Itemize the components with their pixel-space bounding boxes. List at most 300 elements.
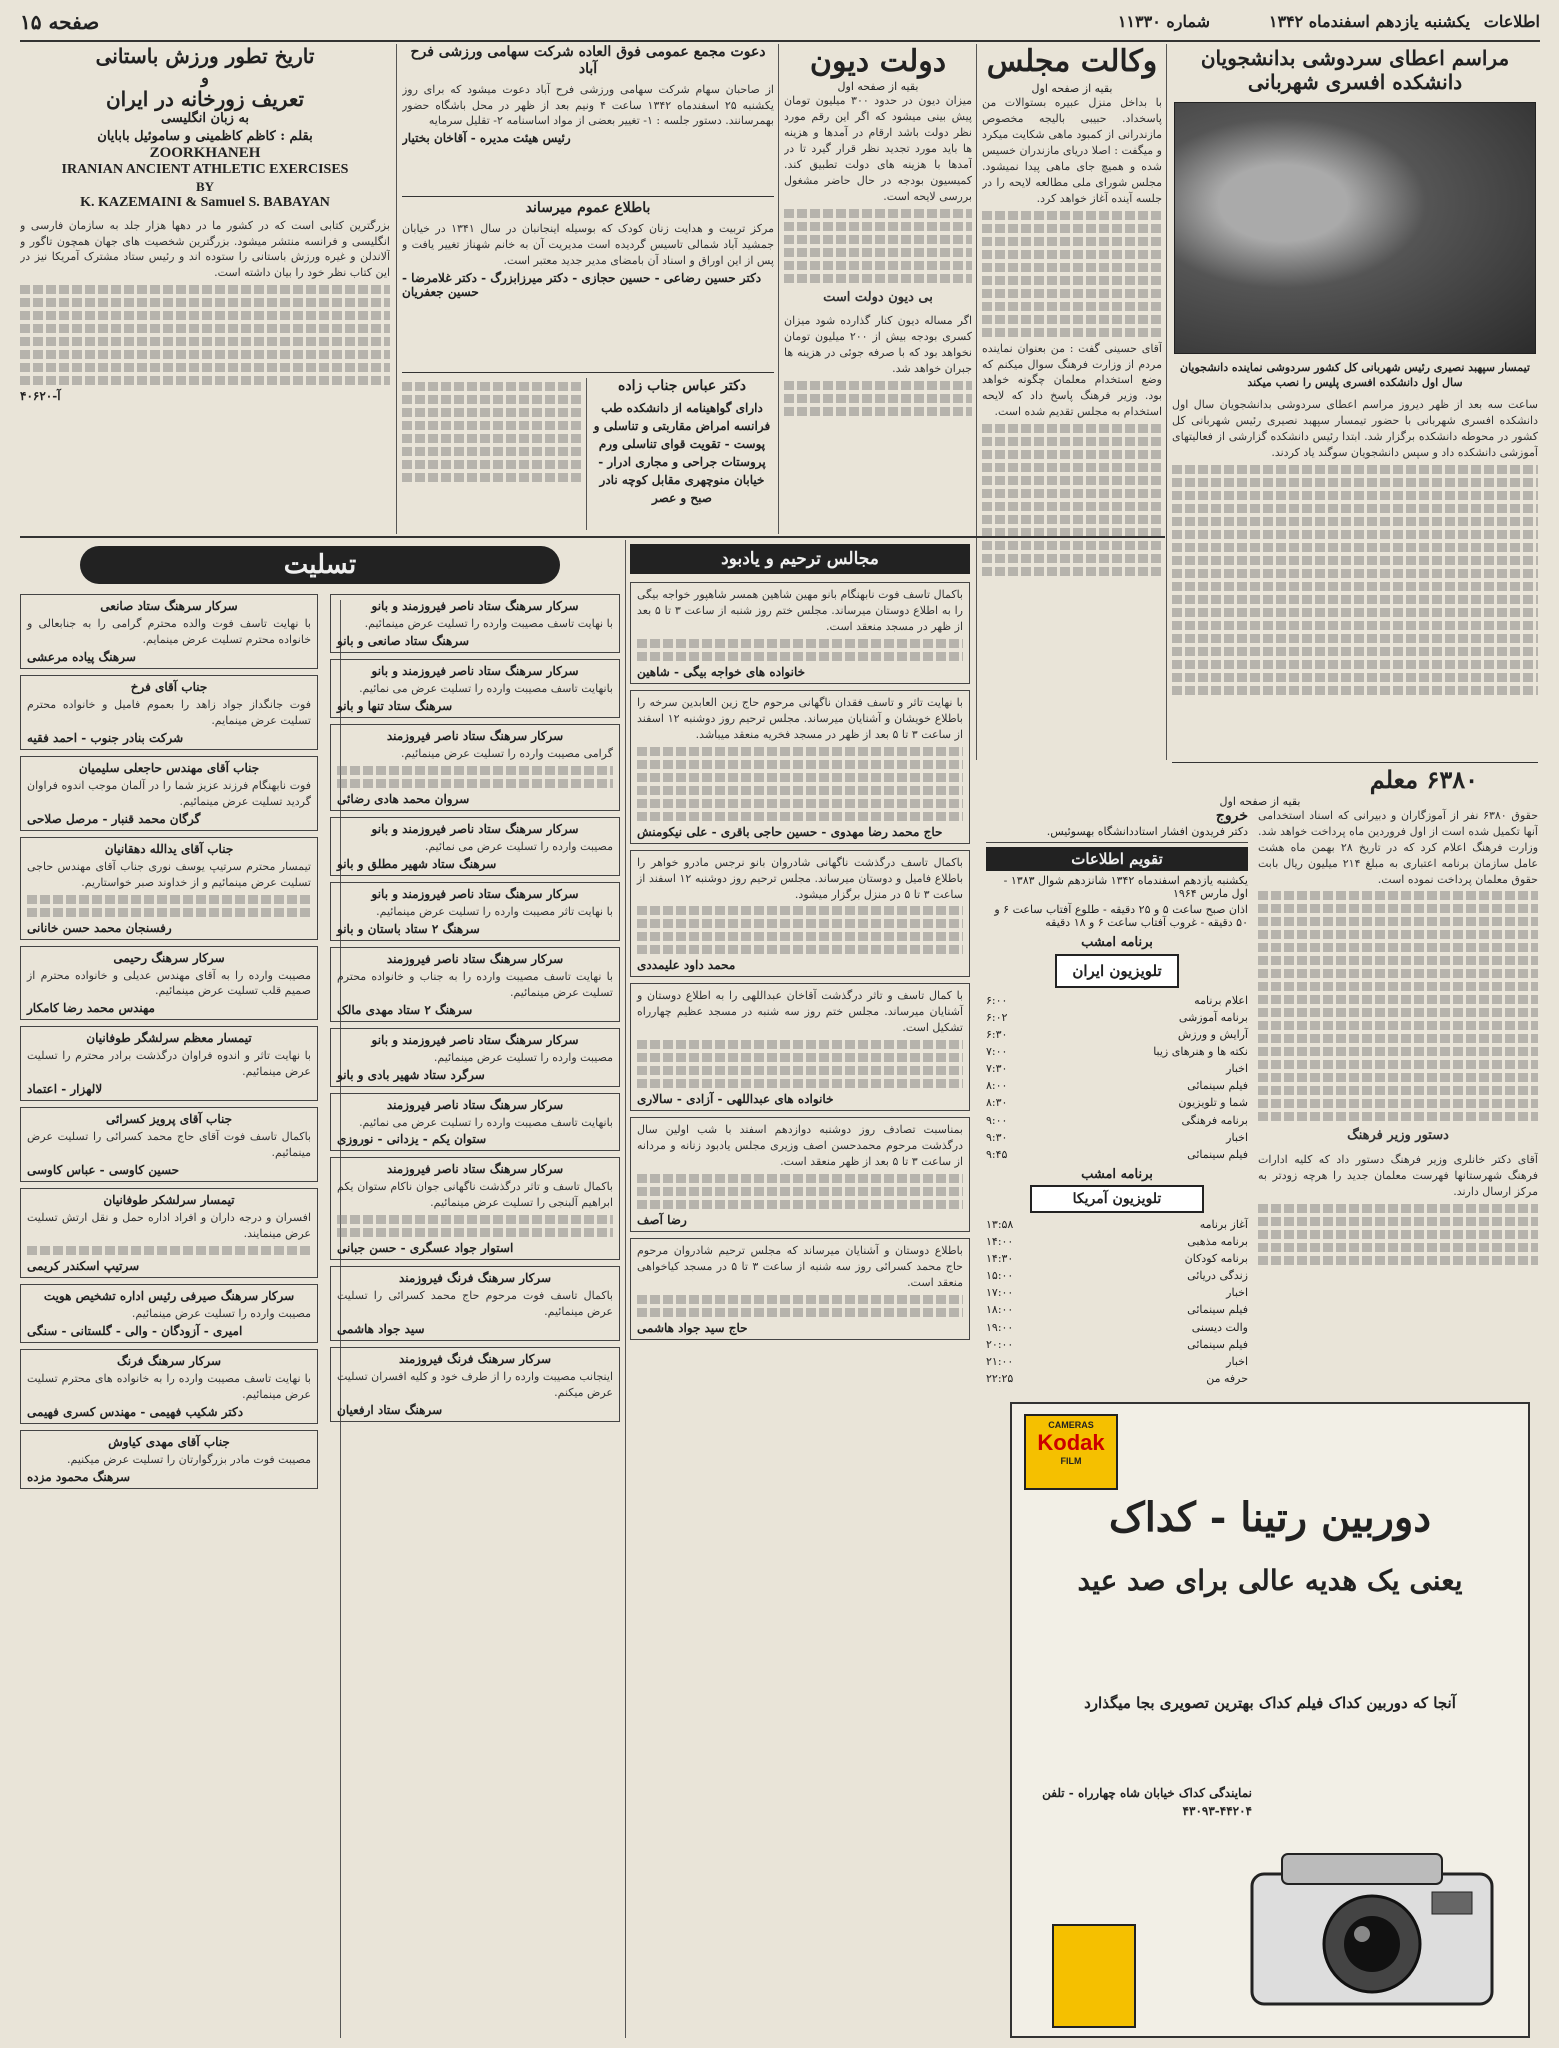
show-name: آرایش و ورزش: [1177, 1028, 1248, 1042]
condolence-notice-sign: سید جواد هاشمی: [337, 1322, 425, 1337]
text-line: [27, 895, 311, 904]
condolence-notice-title: سرکار سرهنگ ستاد صانعی: [100, 599, 238, 613]
kodak-film-label: FILM: [1060, 1456, 1082, 1466]
teacher-body-text: حقوق ۶۳۸۰ نفر از آموزگاران و دبیرانی که اسناد استخدامی آنها تکمیل شده است از اول فروردین ماه پرداخت خواهد شد. وزارت فرهنگ اعلام کرد که در تاریخ ۲۸ بهمن ماه هشت عامل سازمان برنامه اعتباری به مبلغ ۲۱۴ میلیون ریال بابت حقوق معلمان پرداخت نموده است.: [1258, 808, 1538, 886]
condolence-column-right: [330, 594, 620, 1495]
zoorkhaneh-authors-en: K. KAZEMAINI & Samuel S. BABAYAN: [80, 194, 330, 210]
schedule-row: [986, 1077, 1248, 1094]
text-line: [982, 302, 1162, 311]
text-line: [1258, 1112, 1538, 1121]
graduation-title: مراسم اعطای سردوشی بدانشجویان دانشکده افسری شهربانی: [1200, 46, 1510, 94]
show-time: ۹:۳۰: [986, 1130, 1008, 1144]
memorial-notice-sign: حاج محمد رضا مهدوی - حسین حاجی باقری - علی نیکومنش: [637, 824, 943, 839]
sidebar-column: [986, 808, 1248, 1387]
col-rule: [586, 378, 587, 530]
text-line: [1258, 904, 1538, 913]
section-rule: [20, 536, 1165, 538]
schedule-row: [986, 1026, 1248, 1043]
condolence-notice: [330, 659, 620, 718]
condolence-notice-body: باکمال تاسف فوت آقای حاج محمد کسرائی را تسلیت عرض مینمائیم.: [27, 1130, 311, 1160]
text-line: [637, 652, 963, 661]
schedule-row: [986, 1233, 1248, 1250]
memorial-notice: [630, 1238, 970, 1340]
show-name: اخبار: [1226, 1286, 1248, 1300]
text-line: [637, 1295, 963, 1304]
doctor-ad: [590, 378, 774, 530]
doctor-ad-title: دکتر عباس جناب زاده: [618, 378, 746, 394]
teacher-subhead: دستور وزیر فرهنگ: [1347, 1128, 1449, 1144]
text-line: [337, 1228, 613, 1237]
kodak-dealer: نمایندگی کداک خیابان شاه چهارراه - تلفن ۴۴۲۰۴-۴۳۰۹۳: [1042, 1786, 1252, 1818]
text-line: [637, 945, 963, 954]
text-line: [982, 276, 1162, 285]
text-line: [1172, 569, 1538, 578]
tv-america-schedule: [986, 1216, 1248, 1386]
meeting-notice: [402, 44, 774, 194]
text-line: [20, 311, 390, 320]
memorial-notice-sign: خانواده های عبداللهی - آزادی - سالاری: [637, 1092, 834, 1107]
condolence-notice-title: جناب آقای فرخ: [130, 679, 208, 694]
text-line: [1172, 504, 1538, 513]
text-line: [1258, 969, 1538, 978]
text-line: [982, 502, 1162, 511]
condolence-notice-title: سرکار سرهنگ ستاد ناصر فیروزمند: [386, 1162, 564, 1177]
text-line: [1258, 995, 1538, 1004]
text-line: [637, 747, 963, 756]
departure-box: [986, 808, 1248, 843]
text-line: [337, 766, 613, 775]
graduation-body-text: ساعت سه بعد از ظهر دیروز مراسم اعطای سردوشی بدانشجویان سال اول دانشکده افسری شهربانی با حضور تیمسار سپهبد نصیری رئیس شهربانی کل کشور در محوطه دانشکده برگزار شد. ابتدا رئیس دانشکده گزارشی از فعالیتهای آموزشی دانشکده داد و سپس دانشجویان سوگند یاد کردند.: [1172, 397, 1538, 459]
condolence-notice-body: با نهایت تاثر مصیبت وارده را تسلیت عرض مینمائیم.: [376, 904, 613, 918]
text-line: [637, 760, 963, 769]
condolence-notice-body: بانهایت تاسف مصیبت وارده را تسلیت عرض می نمائیم.: [359, 1115, 613, 1129]
masthead-rule: [20, 40, 1540, 42]
text-line: [637, 812, 963, 821]
parliament-body-text-2: آقای حسینی گفت : من بعنوان نماینده مردم از وزارت فرهنگ سوال میکنم که وضع استخدام معلمان چگونه خواهد بود. وزیر فرهنگ پاسخ داد که لایحه استخدام به مجلس تقدیم شده است.: [982, 341, 1162, 419]
tv-program-title: برنامه امشب: [1081, 934, 1153, 950]
show-name: حرفه من: [1206, 1371, 1248, 1385]
text-line: [982, 315, 1162, 324]
condolence-notice-title: سرکار سرهنگ فرنگ: [117, 1353, 221, 1368]
schedule-row: [986, 1267, 1248, 1284]
condolence-notice-body: فوت جانگداز جواد زاهد را بعموم فامیل و خانواده محترم تسلیت عرض مینمایم.: [27, 697, 311, 727]
text-line: [402, 408, 582, 417]
text-line: [1172, 556, 1538, 565]
condolence-notice-sign: شرکت بنادر جنوب - احمد فقیه: [27, 730, 184, 745]
condolence-notice-sign: رفسنجان محمد حسن خانانی: [27, 920, 172, 935]
text-line: [1172, 621, 1538, 630]
kodak-headline: دوربین رتینا - کداک: [1108, 1494, 1432, 1541]
show-time: ۲۰:۰۰: [986, 1337, 1014, 1351]
schedule-row: [986, 992, 1248, 1009]
text-line: [402, 382, 582, 391]
schedule-row: [986, 1060, 1248, 1077]
show-time: ۶:۳۰: [986, 1028, 1008, 1042]
text-line: [637, 1308, 963, 1317]
text-line: [637, 1079, 963, 1088]
text-line: [784, 248, 972, 257]
condolence-notice-title: سرکار سرهنگ ستاد ناصر فیروزمند و بانو: [371, 1032, 579, 1047]
text-line: [1172, 595, 1538, 604]
memorial-notice-sign: رضا آصف: [637, 1213, 687, 1228]
show-name: برنامه فرهنگی: [1181, 1113, 1248, 1127]
show-name: زندگی دریائی: [1187, 1269, 1248, 1283]
masthead-date: یکشنبه یازدهم اسفندماه ۱۳۴۲: [1268, 12, 1470, 31]
debt-continuation-text: [402, 382, 582, 482]
text-line: [982, 450, 1162, 459]
condolence-notice-body: مصیبت وارده را تسلیت عرض می نمائیم.: [424, 839, 613, 853]
memorial-notice: [630, 983, 970, 1111]
text-line: [1172, 660, 1538, 669]
text-line: [20, 376, 390, 385]
condolence-notice-title: سرکار سرهنگ فرنگ فیروزمند: [398, 1352, 552, 1367]
memorial-notice: [630, 690, 970, 844]
show-name: فیلم سینمائی: [1187, 1337, 1248, 1351]
show-name: اخبار: [1226, 1062, 1248, 1076]
text-line: [1258, 1008, 1538, 1017]
condolence-notice: [20, 1430, 318, 1489]
condolence-notice: [330, 882, 620, 941]
text-line: [784, 381, 972, 390]
text-line: [1258, 1073, 1538, 1082]
show-name: برنامه مذهبی: [1187, 1235, 1248, 1249]
show-name: اخبار: [1226, 1130, 1248, 1144]
text-line: [982, 289, 1162, 298]
condolence-notice-title: سرکار سرهنگ ستاد ناصر فیروزمند: [386, 1097, 564, 1112]
text-line: [1258, 943, 1538, 952]
condolence-title: تسلیت: [80, 546, 560, 584]
condolence-notice: [20, 1026, 318, 1101]
text-line: [982, 476, 1162, 485]
zoorkhaneh-subtitle: به زبان انگلیسی: [160, 111, 250, 127]
zoorkhaneh-title-en: ZOORKHANEH: [149, 145, 261, 162]
condolence-notice-sign: سرگرد ستاد شهیر بادی و بانو: [337, 1067, 485, 1082]
calendar-times: اذان صبح ساعت ۵ و ۲۵ دقیقه - طلوع آفتاب ساعت ۶ و ۵۰ دقیقه - غروب آفتاب ساعت ۶ و ۱۸ دقیقه: [994, 902, 1248, 929]
memorial-notice-body: با نهایت تاثر و تاسف فقدان ناگهانی مرحوم حاج زین العابدین سرخه را باطلاع خویشان و آشنایان میرساند. مجلس ترحیم روز دوشنبه ۱۲ اسفند از ساعت ۳ تا ۵ بعد از ظهر در مسجد فخریه منعقد میباشد.: [637, 695, 963, 741]
show-time: ۸:۳۰: [986, 1096, 1008, 1110]
schedule-row: [986, 1216, 1248, 1233]
zoorkhaneh-title: تاریخ تطور ورزش باستانی: [95, 44, 315, 68]
condolence-notice-body: افسران و درجه داران و افراد اداره حمل و نقل ارتش تسلیت عرض مینمایند.: [27, 1211, 311, 1241]
text-line: [402, 473, 582, 482]
zoorkhaneh-title-2: تعریف زورخانه در ایران: [105, 87, 305, 112]
condolence-notice: [20, 756, 318, 831]
text-line: [637, 1053, 963, 1062]
condolence-notice-title: سرکار سرهنگ ستاد ناصر فیروزمند: [386, 728, 564, 743]
show-time: ۶:۰۰: [986, 994, 1008, 1008]
text-line: [20, 285, 390, 294]
schedule-row: [986, 1301, 1248, 1318]
parliament-body-text: با بداخل منزل عبیره بستوالات من پاسخداد. حبیبی بالیجه مخصوص مازندرانی از کمبود ماهی شکایت میکرد و میگفت : اصلا دریای مازندران خسیس شده و همیچ جای ماهی پیدا نمیشود. مجلس شورای ملی مطالعه لایحه را در جلسه آینده آغاز خواهد کرد.: [982, 96, 1162, 205]
condolence-notice-sign: سرهنگ ستاد صانعی و بانو: [337, 633, 470, 648]
condolence-notice: [20, 837, 318, 940]
text-line: [1258, 1086, 1538, 1095]
condolence-notice-sign: سرهنگ ستاد تنها و بانو: [337, 698, 453, 713]
condolence-notice-title: تیمسار معظم سرلشگر طوفانیان: [86, 1031, 252, 1046]
memorial-notice-body: بمناسبت تصادف روز دوشنبه دوازدهم اسفند با شب اولین سال درگذشت مرحوم محمدحسن اصف وزیری مجلس یادبود زنانه و مردانه از ساعت ۳ تا ۵ بعد از ظهر منعقد است.: [637, 1123, 963, 1169]
meeting-title: دعوت مجمع عمومی فوق العاده شرکت سهامی ورزشی فرح آباد: [410, 44, 766, 77]
show-name: فیلم سینمائی: [1187, 1303, 1248, 1317]
condolence-notice-title: تیمسار سرلشکر طوفانیان: [103, 1193, 235, 1208]
condolence-notice-body: با نهایت تاسف مصیبت وارده را به خانواده های محترم تسلیت عرض مینمائیم.: [27, 1371, 311, 1401]
departure-title: خروج: [1215, 807, 1248, 824]
schedule-row: [986, 1094, 1248, 1111]
tv-america-box: [986, 1167, 1248, 1387]
col-rule: [1166, 44, 1167, 760]
text-line: [637, 1200, 963, 1209]
text-line: [637, 1174, 963, 1183]
graduation-caption: تیمسار سپهبد نصیری رئیس شهربانی کل کشور سردوشی نماینده دانشجویان سال اول دانشکده افسری پلیس را نصب میکند: [1180, 361, 1530, 390]
condolence-notice: [330, 1157, 620, 1260]
condolence-notice-body: باکمال تاسف فوت مرحوم حاج محمد کسرائی را تسلیت عرض مینمائیم.: [337, 1289, 613, 1319]
camera-lens-inner: [1344, 1916, 1400, 1972]
condolence-section: [20, 540, 620, 2040]
schedule-row: [986, 1009, 1248, 1026]
text-line: [1172, 673, 1538, 682]
teacher-body-text-2: آقای دکتر خانلری وزیر فرهنگ دستور داد که کلیه ادارات فرهنگ شهرستانها فهرست معلمان جدید را هرچه زودتر به مرکز ارسال دارند.: [1258, 1153, 1538, 1199]
condolence-notice-body: اینجانب مصیبت وارده را از طرف خود و کلیه افسران تسلیت عرض میکنم.: [337, 1370, 613, 1400]
kodak-advertisement: [1010, 1402, 1530, 2038]
text-line: [1172, 530, 1538, 539]
show-time: ۷:۰۰: [986, 1045, 1008, 1059]
parliament-body: [982, 95, 1162, 576]
condolence-notice: [330, 1093, 620, 1152]
text-line: [637, 1066, 963, 1075]
condolence-notice: [330, 1266, 620, 1341]
memorial-section: [630, 540, 970, 2040]
memorial-notice: [630, 1117, 970, 1232]
divider: [1172, 762, 1538, 763]
text-line: [1258, 1034, 1538, 1043]
memorial-notice: [630, 582, 970, 684]
col-rule: [976, 44, 977, 760]
text-line: [1258, 956, 1538, 965]
text-line: [637, 906, 963, 915]
memorial-notice-body: باکمال تاسف فوت نابهنگام بانو مهین شاهین همسر شاهپور خواجه بیگی را به اطلاع دوستان میرساند. مجلس ختم روز شنبه از ساعت ۳ تا ۵ بعد از ظهر در مسجد منعقد است.: [637, 588, 963, 633]
show-name: فیلم سینمائی: [1187, 1147, 1248, 1161]
show-name: آغاز برنامه: [1199, 1218, 1248, 1232]
condolence-notice: [330, 1347, 620, 1422]
condolence-notice: [330, 817, 620, 876]
condolence-notice-title: سرکار سرهنگ صیرفی رئیس اداره تشخیص هویت: [43, 1289, 295, 1303]
text-line: [982, 424, 1162, 433]
condolence-notice-body: مصیبت وارده را تسلیت عرض مینمائیم.: [131, 1307, 311, 1320]
text-line: [1258, 1204, 1538, 1213]
masthead: [20, 10, 1540, 36]
text-line: [1258, 1021, 1538, 1030]
text-line: [1172, 647, 1538, 656]
parliament-article: [982, 44, 1162, 760]
text-line: [1172, 608, 1538, 617]
memorial-notice-sign: محمد داود علیمددی: [637, 958, 736, 973]
condolence-notice-sign: سرتیپ اسکندر کریمی: [27, 1259, 140, 1273]
text-line: [20, 324, 390, 333]
meeting-sign: رئیس هیئت مدیره - آقاخان بختیار: [402, 131, 571, 146]
condolence-notice-title: جناب آقای مهدی کیاوش: [108, 1434, 230, 1449]
condolence-notice-title: سرکار سرهنگ ستاد ناصر فیروزمند و بانو: [371, 599, 579, 613]
show-time: ۱۷:۰۰: [986, 1286, 1014, 1300]
schedule-row: [986, 1284, 1248, 1301]
divider: [402, 196, 774, 197]
text-line: [1258, 1099, 1538, 1108]
text-line: [1258, 1047, 1538, 1056]
schedule-row: [986, 1129, 1248, 1146]
graduation-photo: [1174, 102, 1536, 354]
condolence-notice-body: بانهایت تاسف مصیبت وارده را تسلیت عرض می نمائیم.: [359, 681, 613, 695]
teacher-lead: بقیه از صفحه اول: [1219, 794, 1301, 808]
divider: [402, 372, 774, 373]
text-line: [27, 1246, 311, 1255]
kodak-camera-label: CAMERAS: [1048, 1420, 1094, 1430]
kodak-body: آنجا که دوربین کداک فیلم کداک بهترین تصویری بجا میگذارد: [1084, 1694, 1456, 1712]
condolence-notice-title: سرکار سرهنگ ستاد ناصر فیروزمند و بانو: [371, 886, 579, 901]
text-line: [1172, 686, 1538, 695]
show-time: ۷:۳۰: [986, 1062, 1008, 1076]
text-line: [27, 908, 311, 917]
zoorkhaneh-body: [20, 218, 390, 386]
condolence-notice: [20, 675, 318, 750]
show-name: نکته ها و هنرهای زیبا: [1153, 1045, 1248, 1059]
schedule-row: [986, 1319, 1248, 1336]
schedule-row: [986, 1353, 1248, 1370]
show-name: برنامه آموزشی: [1178, 1011, 1248, 1025]
zoorkhaneh-title-and: و: [201, 68, 209, 87]
show-name: والت دیسنی: [1191, 1320, 1248, 1334]
school-notice-sign: دکتر حسین رضاعی - حسین حجازی - دکتر میرزابزرگ - دکتر غلامرضا - حسین جعفریان: [402, 270, 762, 299]
tv-iran-schedule: [986, 992, 1248, 1162]
show-time: ۱۵:۰۰: [986, 1269, 1014, 1283]
condolence-notice-sign: سرهنگ پیاده مرعشی: [27, 649, 136, 664]
text-line: [637, 1187, 963, 1196]
condolence-notice-body: باکمال تاسف و تاثر درگذشت ناگهانی جوان ناکام ستوان یکم ابراهیم آلبنجی را تسلیت عرض مینمائیم.: [337, 1180, 613, 1210]
text-line: [982, 554, 1162, 563]
condolence-columns: [20, 594, 620, 1495]
condolence-notice-sign: لالهزار - اعتماد: [27, 1082, 103, 1097]
text-line: [1258, 1256, 1538, 1265]
condolence-notice-sign: سرهنگ ستاد ارفعیان: [337, 1403, 443, 1418]
text-line: [982, 489, 1162, 498]
camera-viewfinder: [1432, 1892, 1472, 1914]
text-line: [1172, 491, 1538, 500]
memorial-notice-body: باکمال تاسف درگذشت ناگهانی شادروان بانو نرجس مادرو خواهر را باطلاع فامیل و دوستان میرساند. مجلس ترحیم روز دوشنبه ۱۲ اسفند از ساعت ۳ تا ۵ در منزل برگزار میشود.: [637, 855, 964, 901]
text-line: [1258, 1230, 1538, 1239]
debt-body-text-2: اگر مساله دیون کنار گذارده شود میزان کسری بودجه بیش از ۲۰۰ میلیون تومان نخواهد بود که با صرفه جوئی در هزینه ها جبران خواهد شد.: [784, 314, 972, 376]
text-line: [402, 421, 582, 430]
memorial-notice-sign: خانواده های خواجه بیگی - شاهین: [637, 664, 806, 679]
text-line: [637, 1040, 963, 1049]
text-line: [982, 541, 1162, 550]
debt-article: [784, 44, 972, 532]
zoorkhaneh-article: [20, 44, 390, 534]
masthead-paper: اطلاعات: [1483, 12, 1540, 31]
text-line: [402, 395, 582, 404]
tv-iran-box: [986, 935, 1248, 1163]
meeting-body: از صاحبان سهام شرکت سهامی ورزشی فرح آباد دعوت میشود که برای روز یکشنبه ۲۵ اسفندماه ۱۳۴۲ ساعت ۴ ونیم بعد از ظهر در محل باشگاه حضور بهمرسانند. دستور جلسه : ۱- تغییر بعضی از مواد اساسنامه ۲- تقلیل سرمایه: [402, 82, 774, 128]
show-time: ۱۹:۰۰: [986, 1320, 1014, 1334]
calendar-box: [986, 847, 1248, 929]
condolence-notice-sign: دکتر شکیب فهیمی - مهندس کسری فهیمی: [27, 1404, 244, 1419]
calendar-body: یکشنبه یازدهم اسفندماه ۱۳۴۲ شانزدهم شوال ۱۳۸۳ - اول مارس ۱۹۶۴: [1003, 873, 1248, 900]
show-name: اعلام برنامه: [1194, 994, 1248, 1008]
condolence-notice-body: با نهایت تاثر و اندوه فراوان درگذشت برادر محترم را تسلیت عرض مینمائیم.: [27, 1049, 311, 1079]
show-time: ۱۸:۰۰: [986, 1303, 1014, 1317]
text-line: [982, 250, 1162, 259]
show-time: ۲۱:۰۰: [986, 1354, 1014, 1368]
masthead-page: صفحه ۱۵: [20, 10, 100, 34]
condolence-notice-body: با نهایت تاسف مصیبت وارده را تسلیت عرض مینمائیم.: [364, 617, 613, 630]
masthead-issue: شماره ۱۱۳۳۰: [1117, 12, 1210, 31]
condolence-notice-title: جناب آقای یدالله دهقانیان: [104, 841, 234, 856]
condolence-notice-title: سرکار سرهنگ رحیمی: [113, 950, 225, 965]
text-line: [1172, 582, 1538, 591]
text-line: [784, 274, 972, 283]
camera-lens-glint: [1354, 1926, 1370, 1942]
show-time: ۹:۴۵: [986, 1147, 1008, 1161]
parliament-title: وکالت مجلس: [986, 44, 1158, 79]
debt-body: [784, 93, 972, 416]
show-time: ۸:۰۰: [986, 1079, 1008, 1093]
calendar-title: تقویم اطلاعات: [986, 847, 1248, 871]
text-line: [784, 261, 972, 270]
debt-body-text: میزان دیون در حدود ۳۰۰ میلیون تومان پیش بینی میشود که اگر این رقم مورد نظر دولت باشد ارقام در آمدها و هزینه ها باید مورد تجدید نظر قرار گیرد تا در آمدها با هزینه های دولت تطبیق کند. کمیسیون بودجه در حال حاضر مشغول بررسی لایحه است.: [784, 94, 972, 203]
condolence-notice-sign: امیری - آزودگان - والی - گلستانی - سنگی: [27, 1323, 243, 1338]
text-line: [982, 515, 1162, 524]
condolence-notice-body: فوت نابهنگام فرزند عزیز شما را در آلمان موجب اندوه فراوان گردید تسلیت عرض مینمائیم.: [27, 778, 311, 808]
graduation-body: [1172, 397, 1538, 695]
condolence-notice-body: تیمسار محترم سرتیپ یوسف نوری جناب آقای مهندس حاجی تسلیت عرض مینمائیم و از خداوند صبر خواستاریم.: [27, 859, 311, 889]
kodak-logo: Kodak: [1037, 1430, 1105, 1455]
condolence-notice-sign: سرهنگ ۲ ستاد مهدی مالک: [337, 1002, 473, 1017]
school-notice-title: باطلاع عموم میرساند: [525, 200, 651, 216]
text-line: [1258, 917, 1538, 926]
condolence-notice: [20, 1188, 318, 1278]
zoorkhaneh-title-en-3: BY: [195, 179, 215, 195]
text-line: [637, 773, 963, 782]
condolence-notice: [330, 594, 620, 653]
condolence-notice-title: سرکار سرهنگ ستاد ناصر فیروزمند و بانو: [371, 663, 579, 678]
condolence-notice: [20, 1284, 318, 1343]
debt-lead: بقیه از صفحه اول: [837, 80, 919, 93]
teacher-article: [982, 766, 1538, 1396]
condolence-notice: [20, 946, 318, 1021]
text-line: [784, 235, 972, 244]
debt-title: دولت دیون: [809, 44, 947, 79]
text-line: [982, 567, 1162, 576]
text-line: [784, 222, 972, 231]
schedule-row: [986, 1112, 1248, 1129]
text-line: [1258, 1060, 1538, 1069]
teacher-columns: [982, 808, 1538, 1387]
condolence-notice: [330, 947, 620, 1022]
memorial-notice-sign: حاج سید جواد هاشمی: [637, 1320, 748, 1335]
condolence-notice-sign: مهندس محمد رضا کامکار: [27, 1001, 155, 1016]
camera-illustration: [1242, 1834, 1512, 2024]
text-line: [982, 437, 1162, 446]
text-line: [337, 779, 613, 788]
show-time: ۲۲:۲۵: [986, 1371, 1014, 1385]
condolence-notice: [330, 724, 620, 811]
text-line: [1258, 1243, 1538, 1252]
condolence-notice-body: با نهایت تاسف مصیبت وارده را به جناب و خانواده محترم تسلیت عرض مینمائیم.: [337, 969, 613, 999]
text-line: [20, 363, 390, 372]
text-line: [982, 237, 1162, 246]
text-line: [20, 337, 390, 346]
condolence-notice: [20, 594, 318, 669]
col-rule: [625, 540, 626, 2038]
condolence-column-left: [20, 594, 318, 1495]
text-line: [1172, 543, 1538, 552]
condolence-notice-sign: ستوان یکم - یزدانی - نوروزی: [337, 1132, 487, 1147]
